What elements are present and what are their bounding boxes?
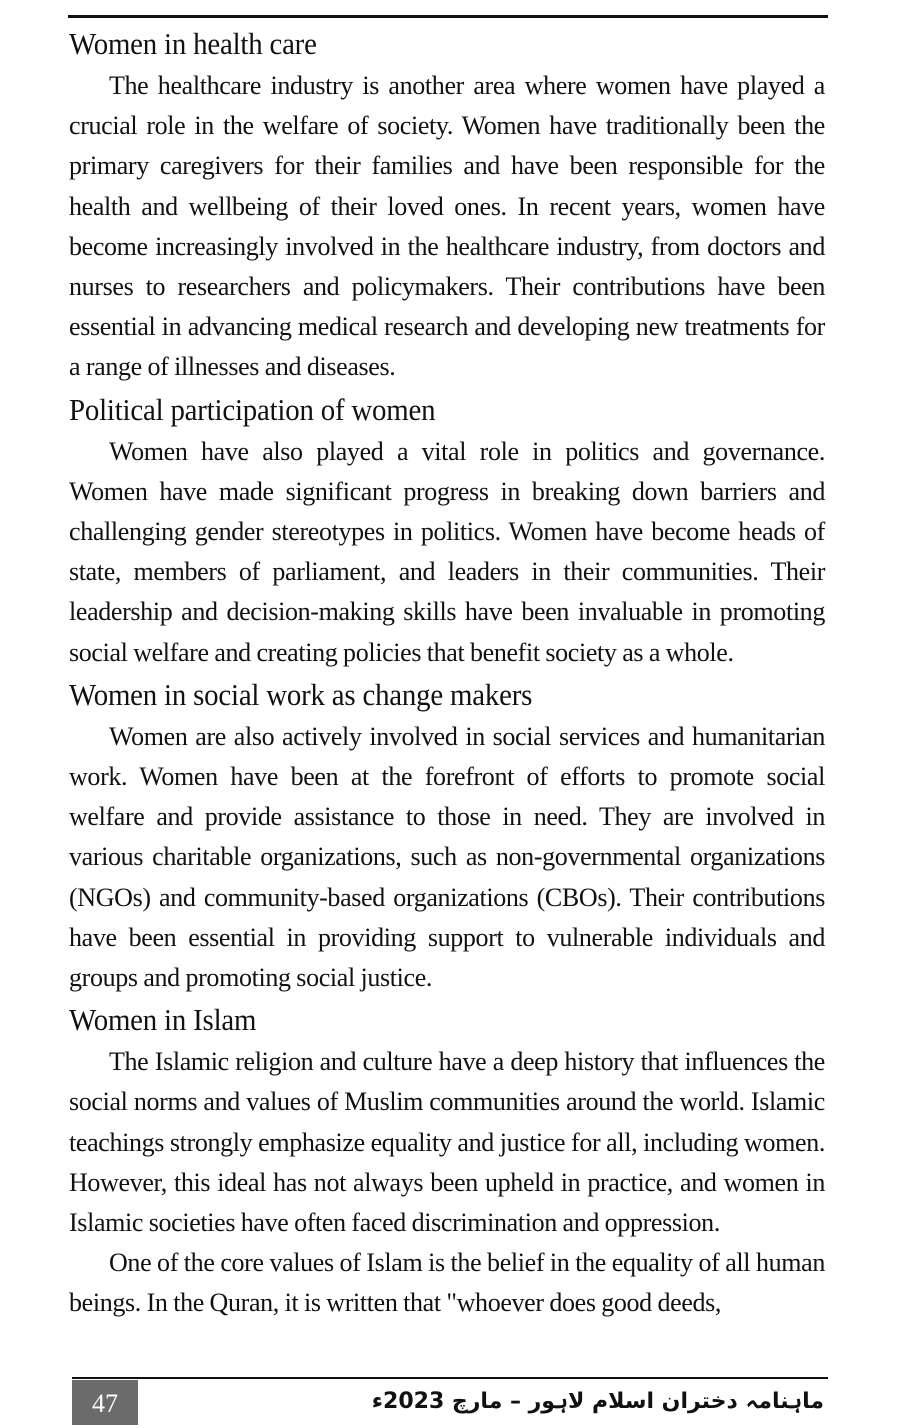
paragraph-women-in-islam-2: One of the core values of Islam is the belief in the equality of all human beings. In the Quran, it is written that "whoever does good deeds, xyxy=(69,1248,825,1318)
paragraph-political-participation: Women have also played a vital role in politics and governance. Women have made significant progress in breaking down barriers and challenging gender stereotypes in politics. Women have become heads of state, members of parliament, and leaders in their communities. Their leadership and decision-making skills have been invaluable in promoting social welfare and creating policies that benefit society as a whole. xyxy=(69,436,825,667)
section-heading-social-work: Women in social work as change makers xyxy=(69,676,533,712)
footer-rule xyxy=(72,1377,828,1379)
section-heading-political-participation: Political participation of women xyxy=(69,391,436,427)
page-number: 47 xyxy=(72,1380,138,1425)
paragraph-social-work: Women are also actively involved in social services and humanitarian work. Women have been at the forefront of efforts to promote social welfare and provide assistance to those in need. They are involved in various charitable organizations, such as non-governmental organizations (NGOs) and community-based organizations (CBOs). Their contributions have been essential in providing support to vulnerable individuals and groups and promoting social justice. xyxy=(69,721,825,993)
section-heading-health-care: Women in health care xyxy=(69,26,317,61)
running-footer-title: ماہنامہ دختران اسلام لاہور – مارچ 2023ء xyxy=(371,1389,824,1414)
paragraph-women-in-islam-1: The Islamic religion and culture have a deep history that influences the social norms and values of Muslim communities around the world. Islamic teachings strongly emphasize equality and justice for all, including women. However, this ideal has not always been upheld in practice, and women in Islamic societies have often faced discrimination and oppression. xyxy=(69,1047,825,1238)
paragraph-health-care: The healthcare industry is another area where women have played a crucial role in the welfare of society. Women have traditionally been the primary caregivers for their families and have been responsible for the health and wellbeing of their loved ones. In recent years, women have become increasingly involved in the healthcare industry, from doctors and nurses to researchers and policymakers. Their contributions have been essential in advancing medical research and developing new treatments for a range of illnesses and diseases. xyxy=(69,71,825,382)
top-rule xyxy=(68,15,828,18)
section-heading-women-in-islam: Women in Islam xyxy=(69,1002,257,1038)
article-body xyxy=(69,22,825,1324)
